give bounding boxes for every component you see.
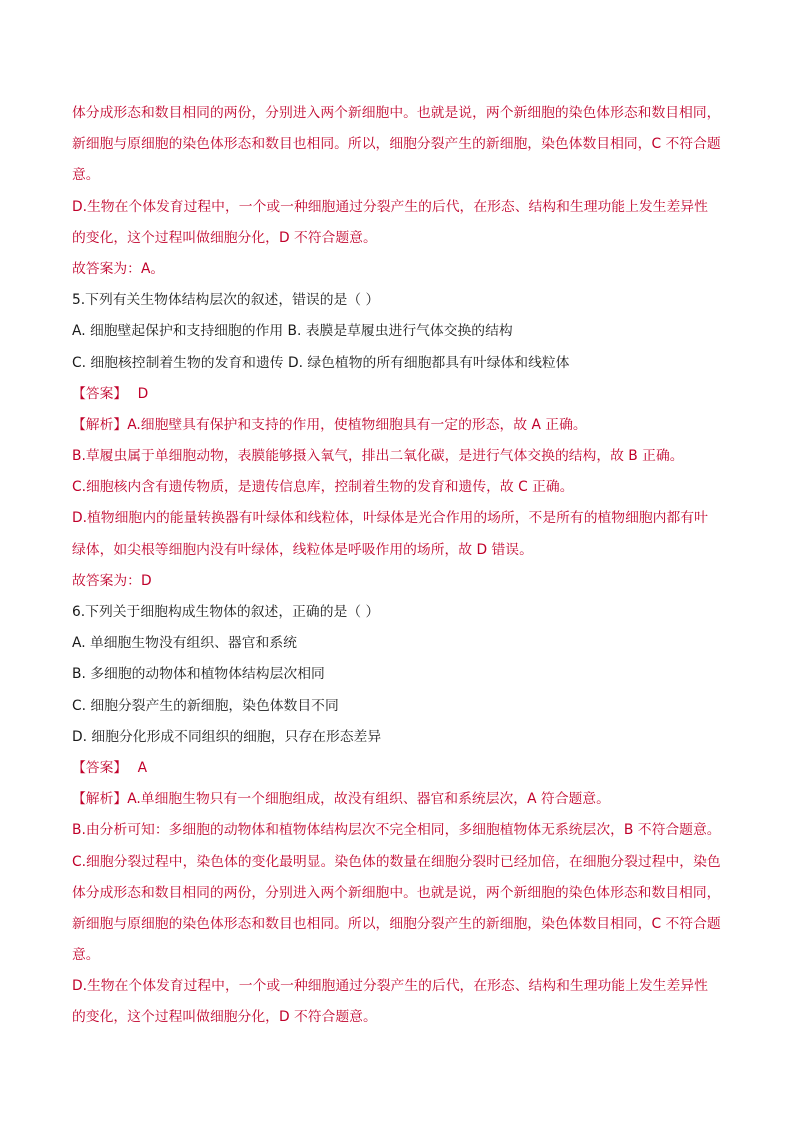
question-6-option-a: A. 单细胞生物没有组织、器官和系统 xyxy=(72,635,297,652)
text-line: C.细胞分裂过程中，染色体的变化最明显。染色体的数量在细胞分裂时已经加倍，在细胞分裂过程中，染色 xyxy=(72,853,721,870)
question-5-stem: 5.下列有关生物体结构层次的叙述，错误的是（ ） xyxy=(72,292,380,309)
text-line: 新细胞与原细胞的染色体形态和数目也相同。所以，细胞分裂产生的新细胞，染色体数目相同，C 不符合题 xyxy=(72,915,721,932)
text-line: 体分成形态和数目相同的两份，分别进入两个新细胞中。也就是说，两个新细胞的染色体形态和数目相同， xyxy=(72,105,721,121)
question-6-stem: 6.下列关于细胞构成生物体的叙述，正确的是（ ） xyxy=(72,604,380,620)
text-line: D.生物在个体发育过程中，一个或一种细胞通过分裂产生的后代，在形态、结构和生理功能上发生差异性 xyxy=(72,978,708,995)
text-line: C.细胞核内含有遗传物质，是遗传信息库，控制着生物的发育和遗传，故 C 正确。 xyxy=(72,479,574,496)
analysis-label: 【解析】 xyxy=(72,416,128,433)
question-6-option-d: D. 细胞分化形成不同组织的细胞，只存在形态差异 xyxy=(72,728,382,745)
answer-value: D xyxy=(137,385,149,402)
answer-value: A xyxy=(137,759,148,776)
text-line: 的变化，这个过程叫做细胞分化，D 不符合题意。 xyxy=(72,1009,377,1026)
question-6-option-c: C. 细胞分裂产生的新细胞，染色体数目不同 xyxy=(72,697,339,714)
question-5-conclusion: 故答案为：D xyxy=(72,572,152,589)
question-5-analysis xyxy=(72,410,722,441)
answer-label: 【答案】 xyxy=(72,759,128,776)
question-6-analysis xyxy=(72,784,722,815)
analysis-text: A.单细胞生物只有一个细胞组成，故没有组织、器官和系统层次，A 符合题意。 xyxy=(127,791,610,808)
text-line: 新细胞与原细胞的染色体形态和数目也相同。所以，细胞分裂产生的新细胞，染色体数目相同，C 不符合题 xyxy=(72,136,721,153)
text-line: 意。 xyxy=(72,167,100,184)
text-line: 的变化，这个过程叫做细胞分化，D 不符合题意。 xyxy=(72,229,377,246)
question-6-option-b: B. 多细胞的动物体和植物体结构层次相同 xyxy=(72,666,325,683)
text-line: D.植物细胞内的能量转换器有叶绿体和线粒体，叶绿体是光合作用的场所，不是所有的植物细胞内都有叶 xyxy=(72,510,708,527)
question-5-options-cd: C. 细胞核控制着生物的发育和遗传 D. 绿色植物的所有细胞都具有叶绿体和线粒体 xyxy=(72,354,570,371)
text-line: B.由分析可知：多细胞的动物体和植物体结构层次不完全相同，多细胞植物体无系统层次，B 不符合题意。 xyxy=(72,822,721,839)
text-line: 故答案为：A。 xyxy=(72,260,165,277)
text-line: 绿体，如尖根等细胞内没有叶绿体，线粒体是呼吸作用的场所，故 D 错误。 xyxy=(72,541,533,558)
text-line: D.生物在个体发育过程中，一个或一种细胞通过分裂产生的后代，在形态、结构和生理功能上发生差异性 xyxy=(72,198,708,215)
analysis-text: A.细胞壁具有保护和支持的作用，使植物细胞具有一定的形态，故 A 正确。 xyxy=(127,416,587,433)
analysis-label: 【解析】 xyxy=(72,791,128,808)
question-5-options-ab: A. 细胞壁起保护和支持细胞的作用 B. 表膜是草履虫进行气体交换的结构 xyxy=(72,323,513,340)
answer-label: 【答案】 xyxy=(72,385,128,402)
question-5-answer xyxy=(72,379,722,410)
question-6-answer xyxy=(72,753,722,784)
text-line: 意。 xyxy=(72,947,100,964)
text-line: 体分成形态和数目相同的两份，分别进入两个新细胞中。也就是说，两个新细胞的染色体形态和数目相同， xyxy=(72,884,721,901)
text-line: B.草履虫属于单细胞动物，表膜能够摄入氧气，排出二氧化碳，是进行气体交换的结构，故 B 正确。 xyxy=(72,448,684,465)
